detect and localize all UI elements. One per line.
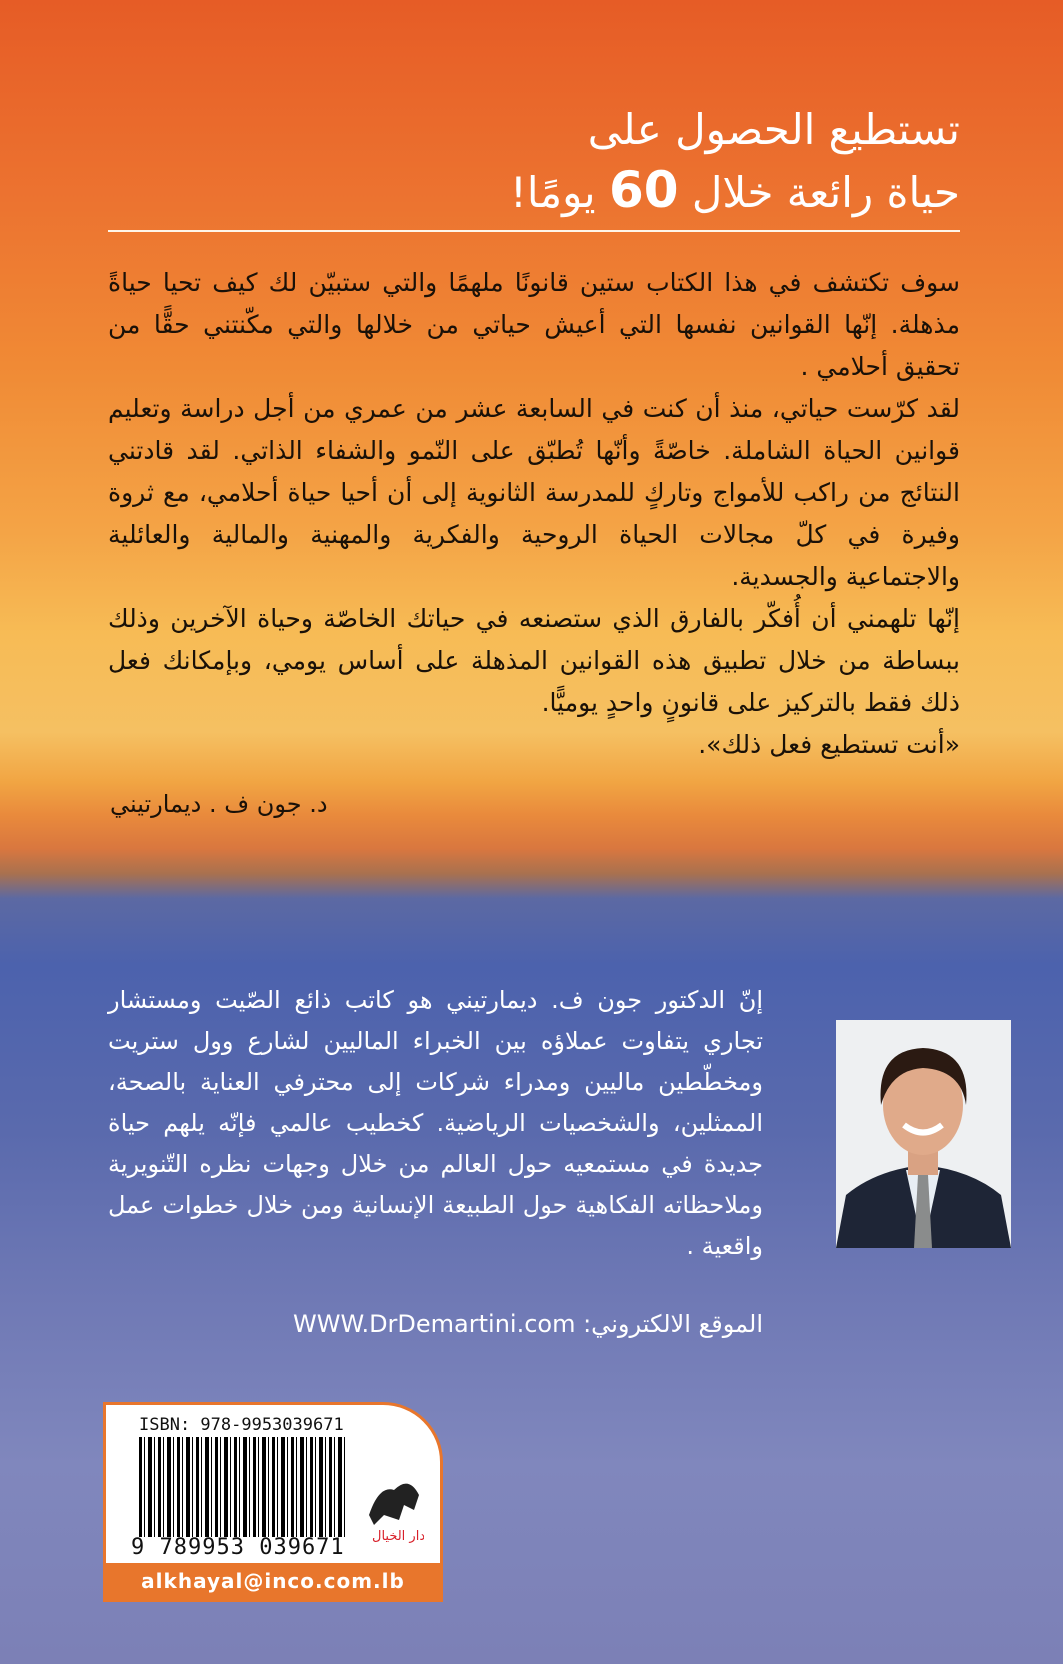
headline-text-end: يومًا! bbox=[510, 168, 596, 217]
blurb bbox=[108, 262, 960, 766]
barcode bbox=[139, 1437, 345, 1537]
headline-text: حياة رائعة خلال bbox=[691, 168, 960, 217]
svg-text:دار الخيال: دار الخيال bbox=[372, 1529, 424, 1544]
headline bbox=[510, 100, 960, 223]
blurb-paragraph: لقد كرّست حياتي، منذ أن كنت في السابعة عشر من عمري من أجل دراسة وتعليم قوانين الحياة الشاملة. خاصّةً وأنّها تُطبّق على النّمو والشفاء الذاتي. لقد قادتني النتائج من راكب للأمواج وتاركٍ للمدرسة الثانوية إلى أن أحيا حياة أحلامي، مع ثروة وفيرة في كلّ مجالات الحياة الروحية والفكرية والمهنية والمالية والعائلية والاجتماعية والجسدية. bbox=[108, 394, 960, 591]
author-photo bbox=[836, 1020, 1011, 1248]
headline-line1: تستطيع الحصول على bbox=[587, 105, 960, 154]
blurb-paragraph: إنّها تلهمني أن أُفكّر بالفارق الذي ستصنعه في حياتك الخاصّة وحياة الآخرين وذلك ببساطة من خلال تطبيق هذه القوانين المذهلة على أساس يومي، وبإمكانك فعل ذلك فقط بالتركيز على قانونٍ واحدٍ يوميًّا. bbox=[108, 604, 960, 717]
barcode-panel bbox=[103, 1402, 443, 1602]
publisher-email: alkhayal@inco.com.lb bbox=[106, 1563, 440, 1599]
author-signature: د. جون ف . ديمارتيني bbox=[110, 790, 328, 818]
isbn-label: ISBN: 978-9953039671 bbox=[139, 1415, 344, 1435]
author-bio: إنّ الدكتور جون ف. ديمارتيني هو كاتب ذائع الصّيت ومستشار تجاري يتفاوت عملاؤه بين الخبراء الماليين لشارع وول ستريت ومخطّطين ماليين ومدراء شركات إلى محترفي العناية بالصحة، الممثلين، والشخصيات الرياضية. كخطيب عالمي فإنّه يلهم حياة جديدة في مستمعيه حول العالم من خلال وجهات نظره التّنويرية وملاحظاته الفكاهية حول الطبيعة الإنسانية ومن خلال خطوات عمل واقعية . bbox=[108, 986, 763, 1260]
headline-line2 bbox=[510, 160, 960, 223]
barcode-number: 9 789953 039671 bbox=[131, 1535, 345, 1560]
blurb-paragraph: سوف تكتشف في هذا الكتاب ستين قانونًا ملهمًا والتي ستبيّن لك كيف تحيا حياةً مذهلة. إنّها القوانين نفسها التي أعيش حياتي من خلالها والتي مكّنتني حقًّا من تحقيق أحلامي . bbox=[108, 268, 960, 381]
website: الموقع الالكتروني: WWW.DrDemartini.com bbox=[293, 1310, 763, 1338]
publisher-logo-icon bbox=[364, 1465, 424, 1545]
blurb-quote: «أنت تستطيع فعل ذلك». bbox=[698, 730, 960, 759]
headline-number: 60 bbox=[608, 161, 679, 219]
divider bbox=[108, 230, 960, 232]
